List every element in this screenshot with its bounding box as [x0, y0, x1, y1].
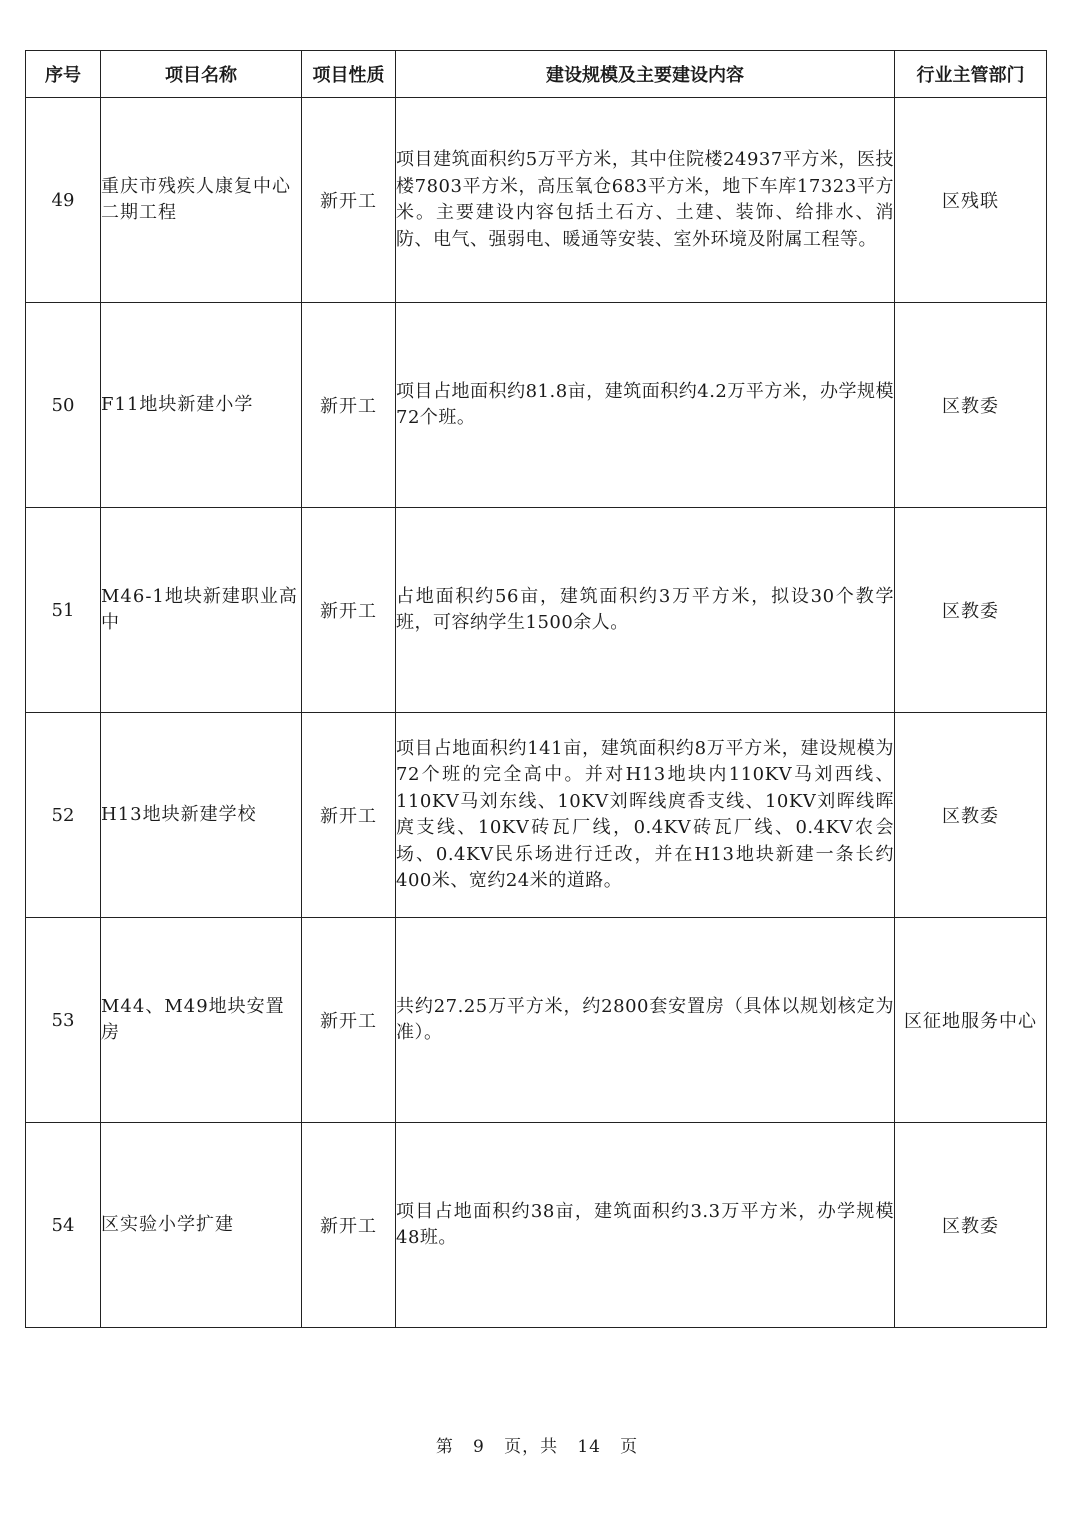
- table-header-row: [26, 51, 1047, 98]
- row-name: M44、M49地块安置房: [101, 918, 302, 1123]
- row-dept: 区教委: [895, 508, 1047, 713]
- header-content: 建设规模及主要建设内容: [396, 51, 895, 98]
- table-row: [26, 713, 1047, 918]
- table-row: [26, 918, 1047, 1123]
- row-no: 50: [26, 303, 101, 508]
- row-no: 51: [26, 508, 101, 713]
- row-content: 项目建筑面积约5万平方米，其中住院楼24937平方米，医技楼7803平方米，高压氧仓683平方米，地下车库17323平方米。主要建设内容包括土石方、土建、装饰、给排水、消防、电气、强弱电、暖通等安装、室外环境及附属工程等。: [396, 98, 895, 303]
- footer-current-page: 9: [473, 1437, 485, 1457]
- row-content: 项目占地面积约38亩，建筑面积约3.3万平方米，办学规模48班。: [396, 1123, 895, 1328]
- footer-prefix: 第: [435, 1437, 454, 1457]
- row-type: 新开工: [302, 98, 396, 303]
- row-name: 重庆市残疾人康复中心二期工程: [101, 98, 302, 303]
- table-row: [26, 508, 1047, 713]
- row-type: 新开工: [302, 508, 396, 713]
- row-name: 区实验小学扩建: [101, 1123, 302, 1328]
- table-row: [26, 98, 1047, 303]
- footer-middle: 页，共: [504, 1437, 559, 1457]
- row-type: 新开工: [302, 303, 396, 508]
- row-dept: 区教委: [895, 1123, 1047, 1328]
- row-type: 新开工: [302, 713, 396, 918]
- row-content: 共约27.25万平方米，约2800套安置房（具体以规划核定为准）。: [396, 918, 895, 1123]
- row-content: 项目占地面积约141亩，建筑面积约8万平方米，建设规模为72个班的完全高中。并对H13地块内110KV马刘西线、110KV马刘东线、10KV刘晖线庹香支线、10KV刘晖线晖庹支线、10KV砖瓦厂线，0.4KV砖瓦厂线、0.4KV农会场、0.4KV民乐场进行迁改，并在H13地块新建一条长约400米、宽约24米的道路。: [396, 713, 895, 918]
- row-type: 新开工: [302, 918, 396, 1123]
- row-name: M46-1地块新建职业高中: [101, 508, 302, 713]
- row-name: H13地块新建学校: [101, 713, 302, 918]
- header-no: 序号: [26, 51, 101, 98]
- row-dept: 区教委: [895, 303, 1047, 508]
- header-name: 项目名称: [101, 51, 302, 98]
- header-type: 项目性质: [302, 51, 396, 98]
- footer-total-pages: 14: [577, 1437, 601, 1457]
- project-table: [25, 50, 1047, 1328]
- table-row: [26, 303, 1047, 508]
- page-footer: [0, 1432, 1074, 1457]
- row-content: 占地面积约56亩，建筑面积约3万平方米，拟设30个教学班，可容纳学生1500余人。: [396, 508, 895, 713]
- footer-suffix: 页: [620, 1437, 639, 1457]
- row-dept: 区残联: [895, 98, 1047, 303]
- row-no: 49: [26, 98, 101, 303]
- row-dept: 区征地服务中心: [895, 918, 1047, 1123]
- row-no: 52: [26, 713, 101, 918]
- header-dept: 行业主管部门: [895, 51, 1047, 98]
- row-type: 新开工: [302, 1123, 396, 1328]
- row-name: F11地块新建小学: [101, 303, 302, 508]
- table-row: [26, 1123, 1047, 1328]
- row-dept: 区教委: [895, 713, 1047, 918]
- row-content: 项目占地面积约81.8亩，建筑面积约4.2万平方米，办学规模72个班。: [396, 303, 895, 508]
- row-no: 53: [26, 918, 101, 1123]
- row-no: 54: [26, 1123, 101, 1328]
